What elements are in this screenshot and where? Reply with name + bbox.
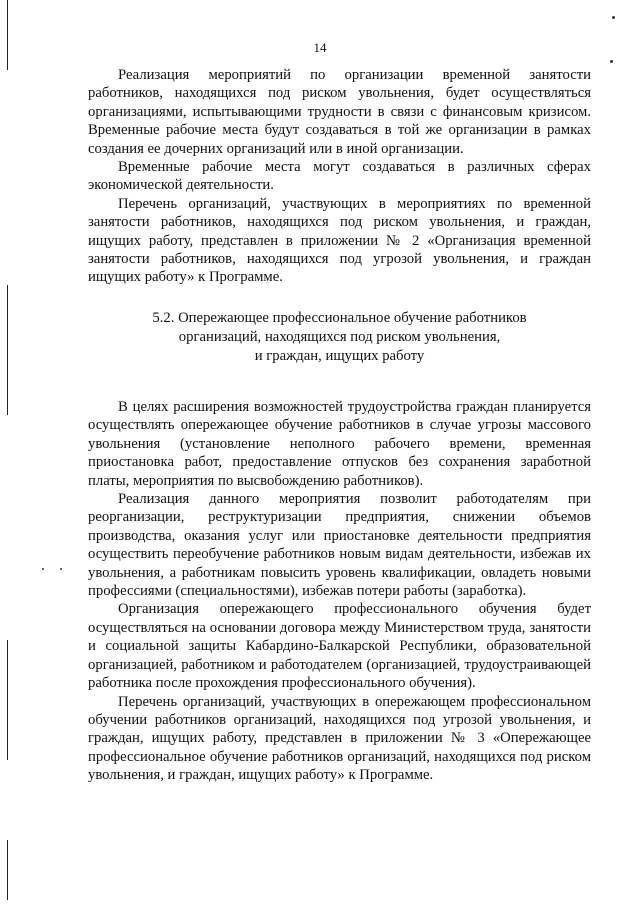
scan-edge-line <box>7 0 8 70</box>
paragraph: В целях расширения возможностей трудоустройства граждан планируется осуществлять опережающее обучение работников в случае угрозы массового увольнения (установление неполного рабочего времени, временная приостановка работ, предоставление отпусков без сохранения заработной платы, мероприятия по высвобождению работников). <box>88 399 591 489</box>
paragraph: Временные рабочие места могут создаваться в различных сферах экономической деятельности. <box>88 159 591 194</box>
page-number: 14 <box>313 40 327 55</box>
heading-line: и граждан, ищущих работу <box>254 348 425 364</box>
scan-edge-line <box>7 840 8 900</box>
heading-line: организаций, находящихся под риском увольнения, <box>178 329 501 345</box>
paragraph: Реализация данного мероприятия позволит работодателям при реорганизации, реструктуризации предприятия, снижении объемов производства, оказания услуг или приостановке деятельности предприятия осуществить переобучение работников новым видам деятельности, избежав их увольнения, а работникам повысить уровень квалификации, овладеть новыми профессиями (специальностями), избежав потери работы (заработка). <box>88 491 591 600</box>
heading-line: 5.2. Опережающее профессиональное обучение работников <box>152 310 527 326</box>
paragraph: Перечень организаций, участвующих в мероприятиях по временной занятости работников, находящихся под риском увольнения, и граждан, ищущих работу, представлен в приложении № 2 «Организация временной занятости работников, находящихся под угрозой увольнения, и граждан ищущих работу» к Программе. <box>88 195 591 286</box>
paragraph: Организация опережающего профессионального обучения будет осуществляться на основании договора между Министерством труда, занятости и социальной защиты Кабардино-Балкарской Республики, образовательной организацией, работником и работодателем (организацией, трудоустраивающей работника после прохождения профессионального обучения). <box>88 601 591 692</box>
paragraph: Реализация мероприятий по организации временной занятости работников, находящихся под риском увольнения, будет осуществляться организациями, испытывающими трудности в связи с финансовым кризисом. Временные рабочие места будут создаваться в той же организации в рамках создания ее дочерних организаций или в иной организации. <box>88 67 591 157</box>
scan-speck <box>60 568 62 570</box>
scan-speck <box>42 568 44 570</box>
section-heading <box>88 309 591 366</box>
scan-speck <box>610 60 613 63</box>
scan-edge-line <box>7 640 8 760</box>
scan-speck <box>612 16 615 19</box>
scan-edge-line <box>7 285 8 415</box>
paragraph: Перечень организаций, участвующих в опережающем профессиональном обучении работников организаций, находящихся под угрозой увольнения, и граждан, ищущих работу, представлен в приложении № 3 «Опережающее профессиональное обучение работников организаций, находящихся под риском увольнения, и граждан, ищущих работу» к Программе. <box>88 693 591 784</box>
top-text-block <box>88 66 591 287</box>
bottom-text-block <box>88 398 591 785</box>
